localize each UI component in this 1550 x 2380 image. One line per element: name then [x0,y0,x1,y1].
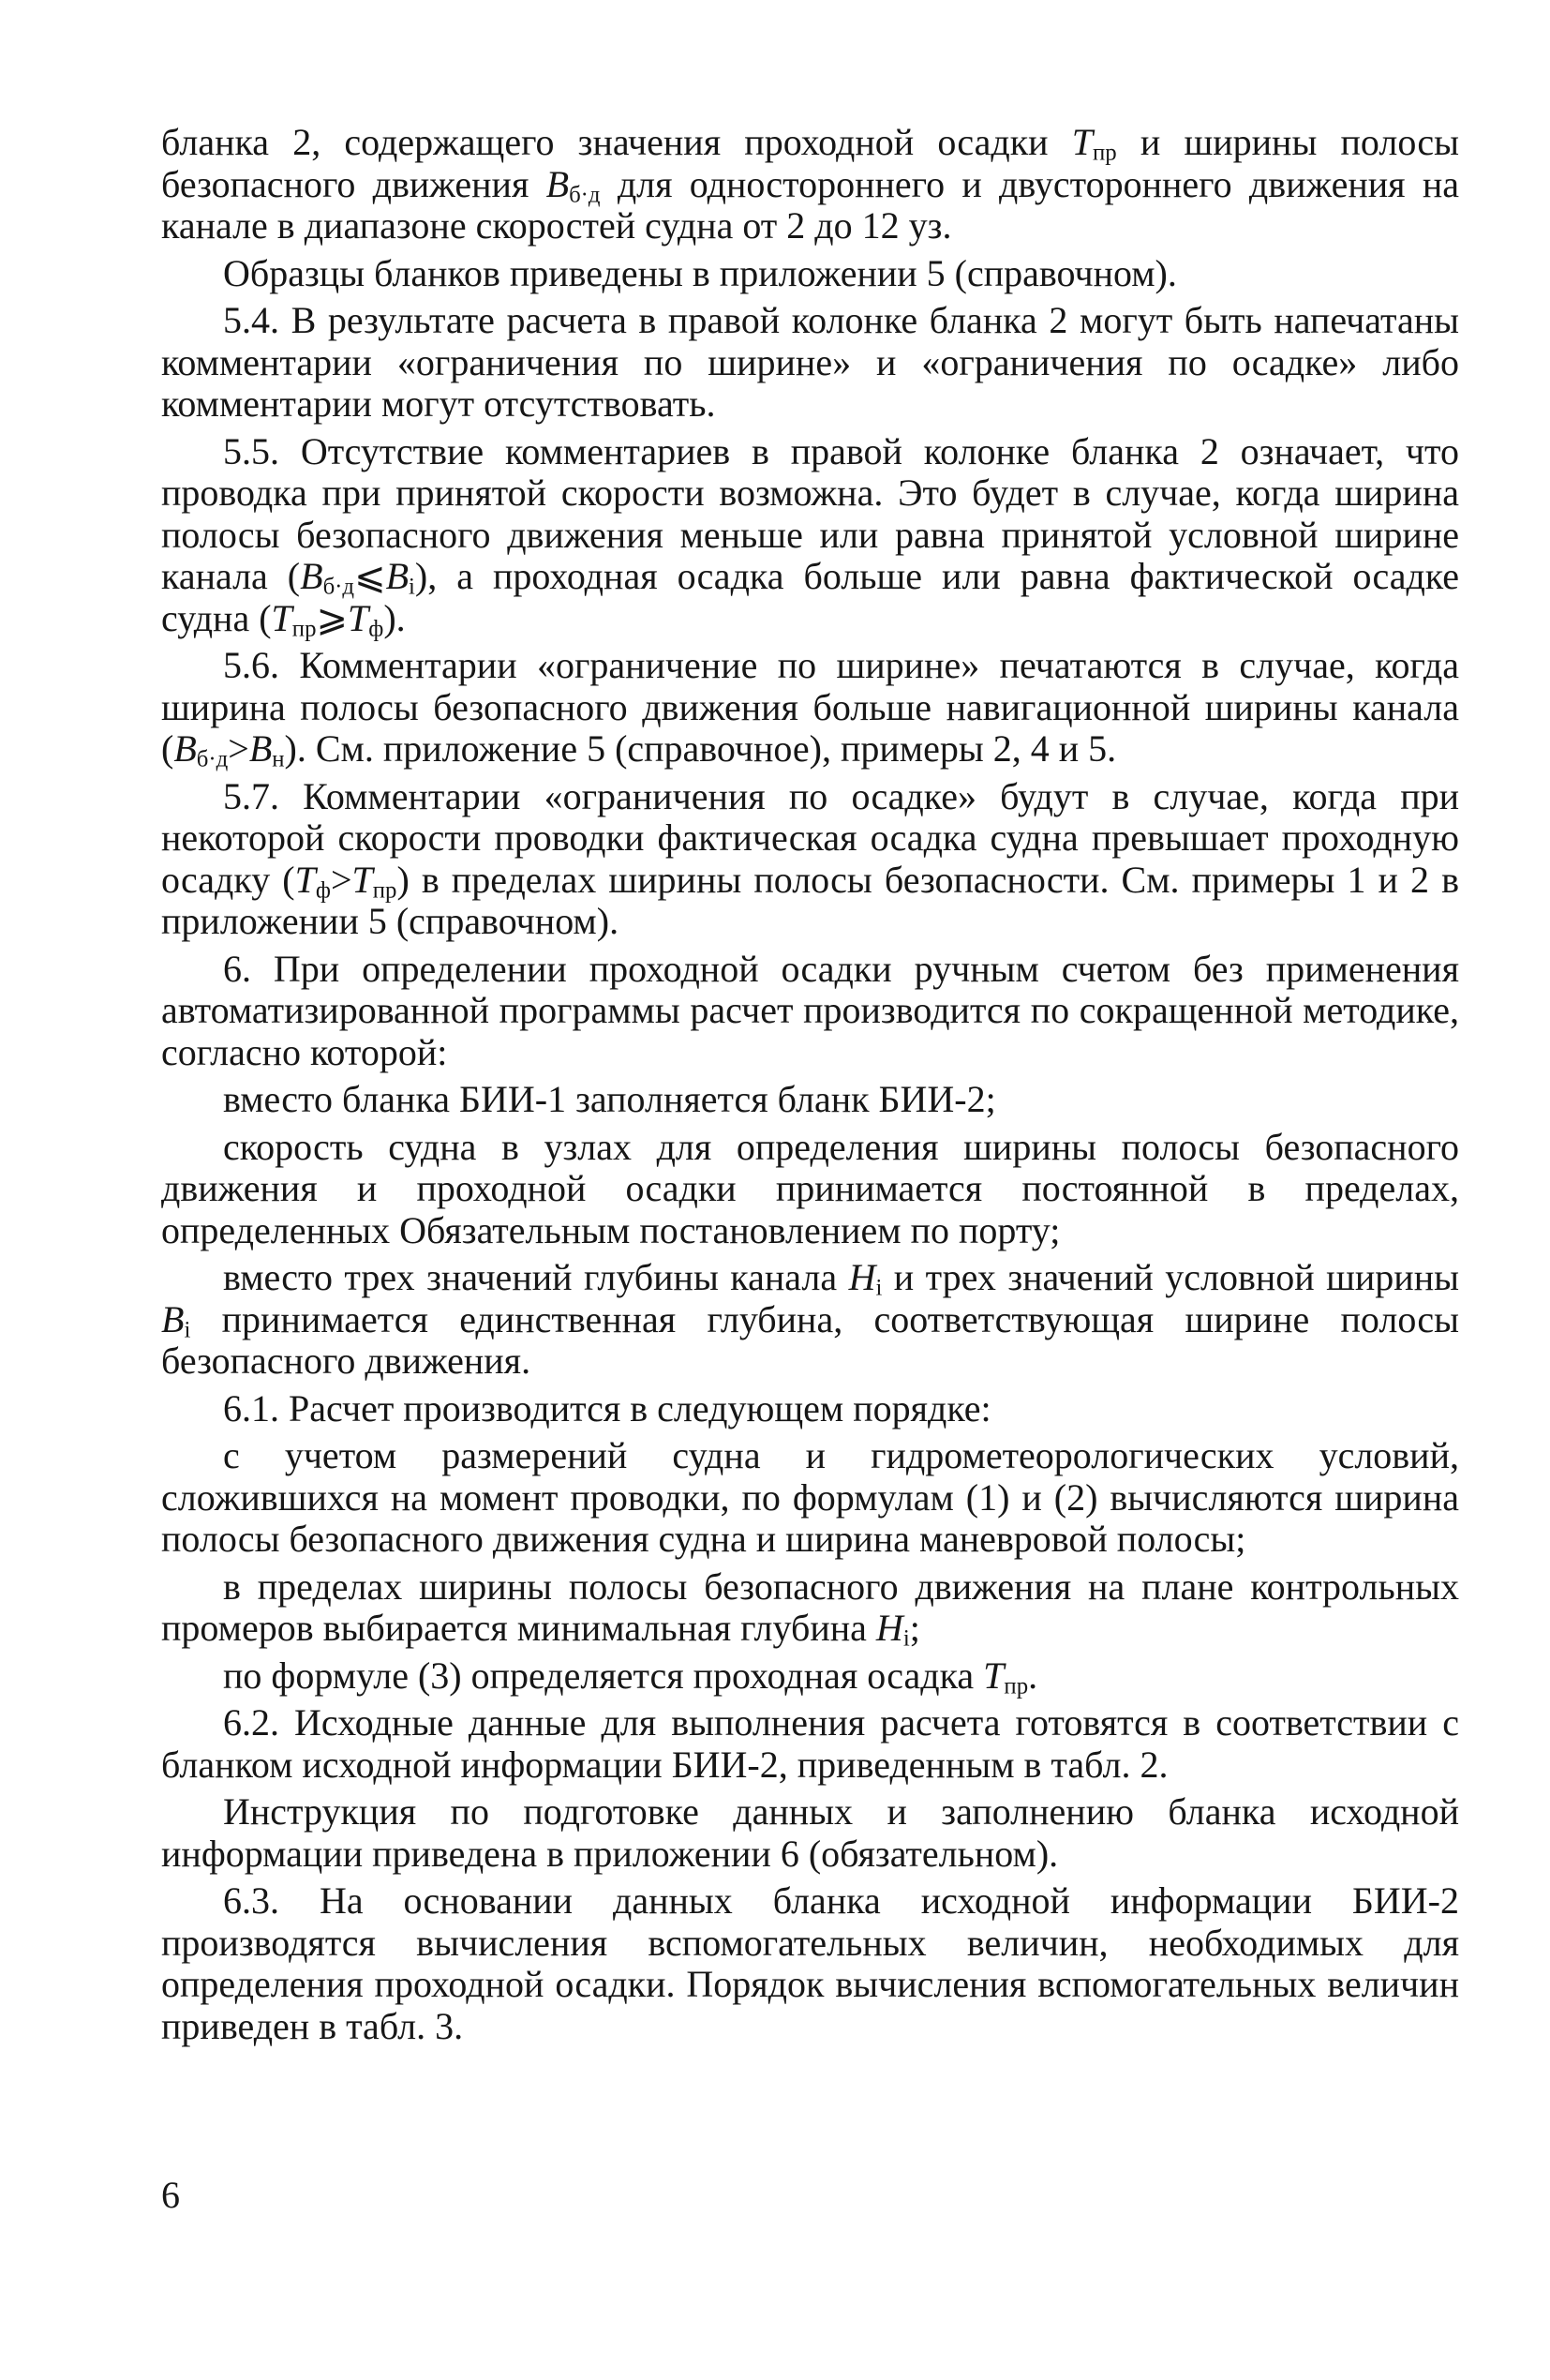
text-run: ). См. приложение 5 (справочное), примеры 2, 4 и 5. [284,727,1117,770]
math-symbol: T [347,596,369,639]
math-symbol: B [173,727,197,770]
text-run: и ширины полосы безопасного движения [161,121,1459,205]
text-run: с учетом размерений судна и гидрометеорологических условий, сложившихся на момент проводки, по формулам (1) и (2) вычисляются ширина полосы безопасного движения судна и ширина маневровой полосы; [161,1434,1459,1560]
paragraph [161,1566,1459,1650]
paragraph [161,1257,1459,1383]
text-run: Образцы бланков приведены в приложении 5 (справочном). [223,251,1177,294]
math-symbol: T [294,858,316,901]
paragraph [161,253,1459,295]
subscript: пр [291,615,317,641]
text-run: 5.5. Отсутствие комментариев в правой колонке бланка 2 означает, что проводка при принятой скорости возможна. Это будет в случае, когда ширина полосы безопасного движения меньше или равна принятой условной ширине канала ( [161,429,1459,597]
text-run: > [228,727,249,770]
paragraph [161,645,1459,771]
text-run: 6.1. Расчет производится в следующем порядке: [223,1386,991,1429]
text-run: 5.4. В результате расчета в правой колонке бланка 2 могут быть напечатаны комментарии «ограничения по ширине» и «ограничения по осадке» либо комментарии могут отсутствовать. [161,299,1459,425]
math-symbol: B [385,555,410,597]
paragraph [161,1702,1459,1786]
text-run: Инструкция по подготовке данных и заполнению бланка исходной информации приведена в приложении 6 (обязательном). [161,1790,1459,1875]
paragraph [161,431,1459,640]
math-symbol: T [351,858,373,901]
text-run: 5.6. Комментарии «ограничение по ширине» печатаются в случае, когда ширина полосы безопасного движения больше навигационной ширины канала ( [161,644,1459,770]
text-run: в пределах ширины полосы безопасного движения на плане контрольных промеров выбирается минимальная глубина [161,1564,1459,1649]
paragraph [161,1388,1459,1430]
paragraph [161,1435,1459,1561]
text-run: . [1028,1654,1038,1697]
paragraph [161,1791,1459,1875]
paragraph [161,776,1459,943]
subscript: i [409,574,415,600]
paragraph [161,1880,1459,2047]
text-run: 5.7. Комментарии «ограничения по осадке» будут в случае, когда при некоторой скорости проводки фактическая осадка судна превышает проходную осадку ( [161,774,1459,901]
math-symbol: B [161,1297,185,1340]
math-symbol: H [875,1607,903,1649]
paragraph [161,1655,1459,1698]
text-run: ), а проходная осадка больше или равна фактической осадке судна ( [161,555,1459,639]
text-run: 6.2. Исходные данные для выполнения расчета готовятся в соответствии с бланком исходной информации БИИ-2, приведенным в табл. 2. [161,1701,1459,1786]
subscript: i [875,1275,883,1301]
subscript: б·д [196,746,229,772]
text-run: принимается единственная глубина, соответствующая ширине полосы безопасного движения. [161,1297,1459,1382]
paragraph [161,1079,1459,1121]
subscript: i [184,1316,191,1342]
math-symbol: H [848,1256,876,1298]
text-run: > [330,858,352,901]
text-run: и трех значений условной ширины [882,1256,1459,1298]
math-symbol: T [983,1654,1005,1697]
subscript: i [902,1625,910,1652]
text-run: для одностороннего и двустороннего движения на канале в диапазоне скоростей судна от 2 до 12 уз. [161,162,1459,247]
math-symbol: T [1071,121,1093,163]
math-symbol: B [545,162,570,205]
text-run: ⩽ [354,555,386,597]
subscript: б·д [322,574,355,600]
math-symbol: B [300,555,323,597]
text-run: бланка 2, содержащего значения проходной осадки [161,121,1072,163]
page-number: 6 [161,2174,180,2216]
paragraph [161,1127,1459,1252]
text-run: ) в пределах ширины полосы безопасности. См. примеры 1 и 2 в приложении 5 (справочном). [161,858,1460,942]
subscript: пр [1093,140,1117,166]
text-run: вместо бланка БИИ-1 заполняется бланк БИИ-2; [223,1078,996,1120]
subscript: пр [1004,1672,1029,1699]
text-run: вместо трех значений глубины канала [223,1256,849,1298]
paragraph [161,300,1459,426]
paragraph [161,122,1459,247]
subscript: н [272,746,285,772]
subscript: ф [315,876,331,903]
math-symbol: B [248,727,273,770]
subscript: пр [372,876,397,903]
text-run: скорость судна в узлах для определения ширины полосы безопасного движения и проходной осадки принимается постоянной в пределах, определенных Обязательным постановлением по порту; [161,1125,1459,1251]
paragraph [161,949,1459,1074]
math-symbol: T [271,596,292,639]
document-page [161,122,1459,2053]
subscript: ф [368,615,384,641]
text-run: 6.3. На основании данных бланка исходной информации БИИ-2 производятся вычисления вспомогательных величин, необходимых для определения проходной осадки. Порядок вычисления вспомогательных величин приведен в табл. 3. [161,1879,1459,2047]
text-run: ). [383,596,406,639]
text-run: ; [909,1607,920,1649]
text-run: по формуле (3) определяется проходная осадка [223,1654,984,1697]
text-run: 6. При определении проходной осадки ручным счетом без применения автоматизированной программы расчет производится по сокращенной методике, согласно которой: [161,947,1459,1073]
subscript: б·д [569,181,601,207]
text-run: ⩾ [316,596,348,639]
